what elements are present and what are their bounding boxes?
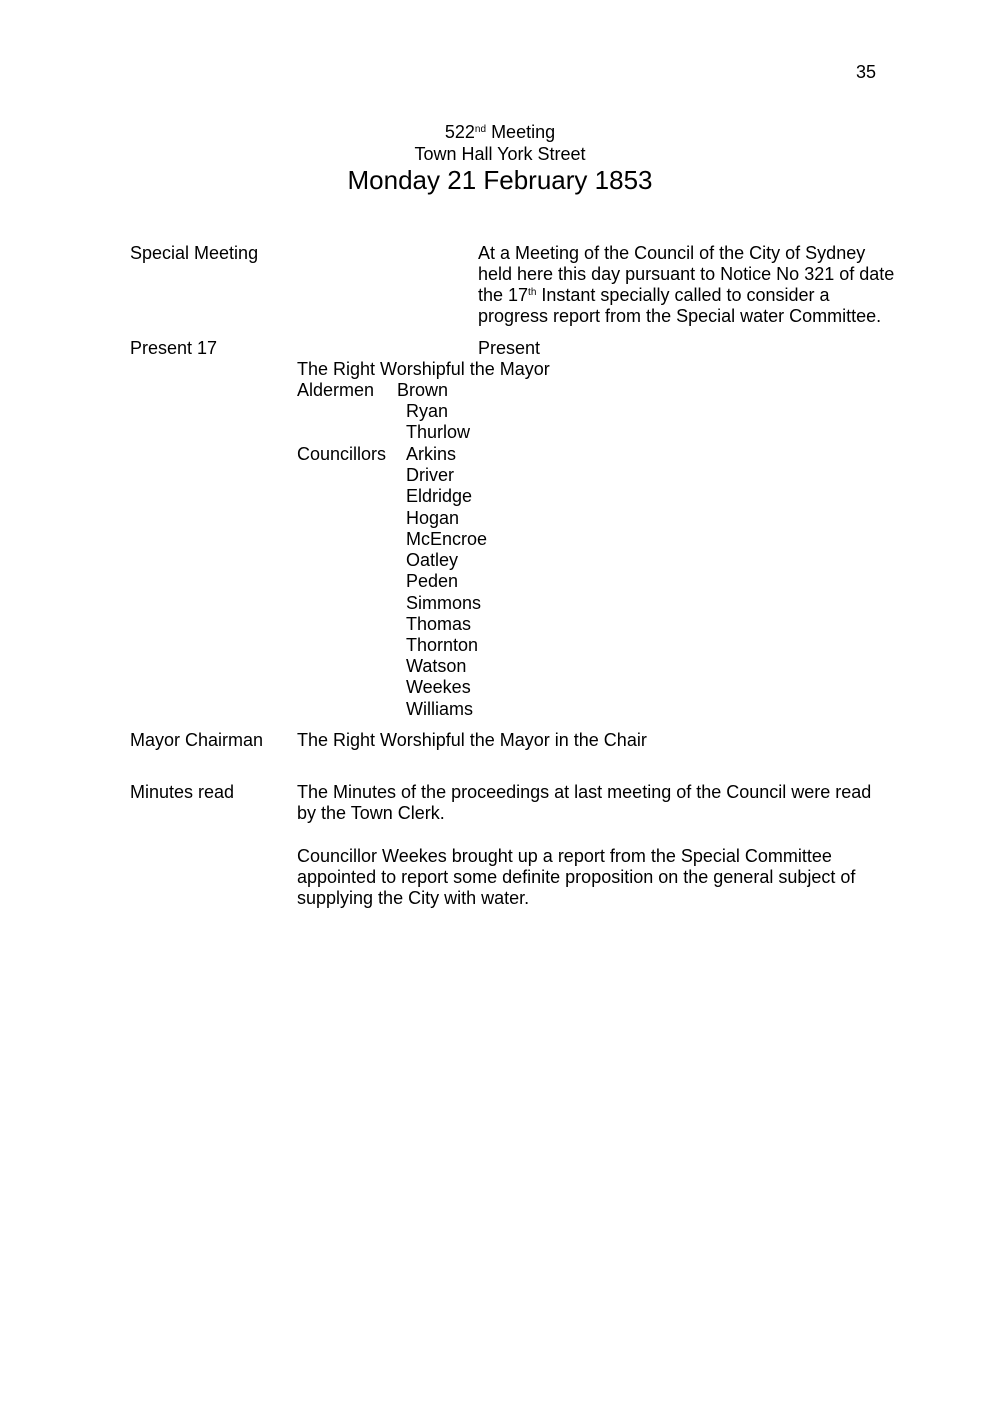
councillors-label: Councillors bbox=[297, 444, 387, 464]
councillor-name: Weekes bbox=[406, 677, 471, 697]
councillor-name: Arkins bbox=[406, 444, 457, 464]
councillor-name: Eldridge bbox=[406, 486, 473, 506]
present-heading: Present bbox=[478, 338, 541, 358]
alderman-name: Ryan bbox=[406, 401, 449, 421]
page-number: 35 bbox=[856, 62, 877, 82]
minutes-paragraph bbox=[297, 782, 871, 824]
intro-line-1: At a Meeting of the Council of the City of Sydney bbox=[478, 243, 866, 263]
intro-line-4: progress report from the Special water Committee. bbox=[478, 306, 882, 326]
margin-note-special-meeting: Special Meeting bbox=[130, 243, 259, 263]
councillor-name: Driver bbox=[406, 465, 454, 485]
intro-line-2: held here this day pursuant to Notice No 321 of date bbox=[478, 264, 895, 284]
meeting-date: Monday 21 February 1853 bbox=[347, 165, 653, 195]
intro-line-3-before: the 17 bbox=[478, 285, 529, 305]
councillor-name: Peden bbox=[406, 571, 459, 591]
councillor-name: Simmons bbox=[406, 593, 482, 613]
mayor-line: The Right Worshipful the Mayor bbox=[297, 359, 550, 379]
chair-text: The Right Worshipful the Mayor in the Chair bbox=[297, 730, 647, 750]
councillor-name: Thomas bbox=[406, 614, 472, 634]
councillor-name: Watson bbox=[406, 656, 467, 676]
margin-note-present: Present 17 bbox=[130, 338, 218, 358]
report-line-3: supplying the City with water. bbox=[297, 888, 530, 908]
intro-line-3-sup: th bbox=[528, 287, 537, 298]
alderman-name: Brown bbox=[397, 380, 449, 400]
councillor-name: Hogan bbox=[406, 508, 460, 528]
councillor-name: McEncroe bbox=[406, 529, 488, 549]
aldermen-label: Aldermen bbox=[297, 380, 375, 400]
margin-note-minutes-read: Minutes read bbox=[130, 782, 235, 802]
councillor-name: Williams bbox=[406, 699, 473, 719]
councillor-name: Thornton bbox=[406, 635, 479, 655]
report-paragraph bbox=[297, 846, 855, 909]
intro-line-3-after: Instant specially called to consider a bbox=[536, 285, 830, 305]
meeting-location: Town Hall York Street bbox=[414, 144, 586, 164]
minutes-line-2: by the Town Clerk. bbox=[297, 803, 445, 823]
margin-note-mayor-chairman: Mayor Chairman bbox=[130, 730, 264, 750]
alderman-name: Thurlow bbox=[406, 422, 471, 442]
meeting-number: 522 bbox=[444, 122, 475, 142]
intro-line-3 bbox=[478, 285, 894, 306]
meeting-number-line bbox=[0, 122, 1000, 143]
minutes-line-1: The Minutes of the proceedings at last meeting of the Council were read bbox=[297, 782, 872, 802]
report-line-1: Councillor Weekes brought up a report from the Special Committee bbox=[297, 846, 832, 866]
report-line-2: appointed to report some definite proposition on the general subject of bbox=[297, 867, 856, 887]
meeting-word: Meeting bbox=[491, 122, 556, 142]
meeting-number-suffix: nd bbox=[474, 124, 487, 135]
councillor-name: Oatley bbox=[406, 550, 459, 570]
intro-paragraph bbox=[478, 243, 894, 327]
